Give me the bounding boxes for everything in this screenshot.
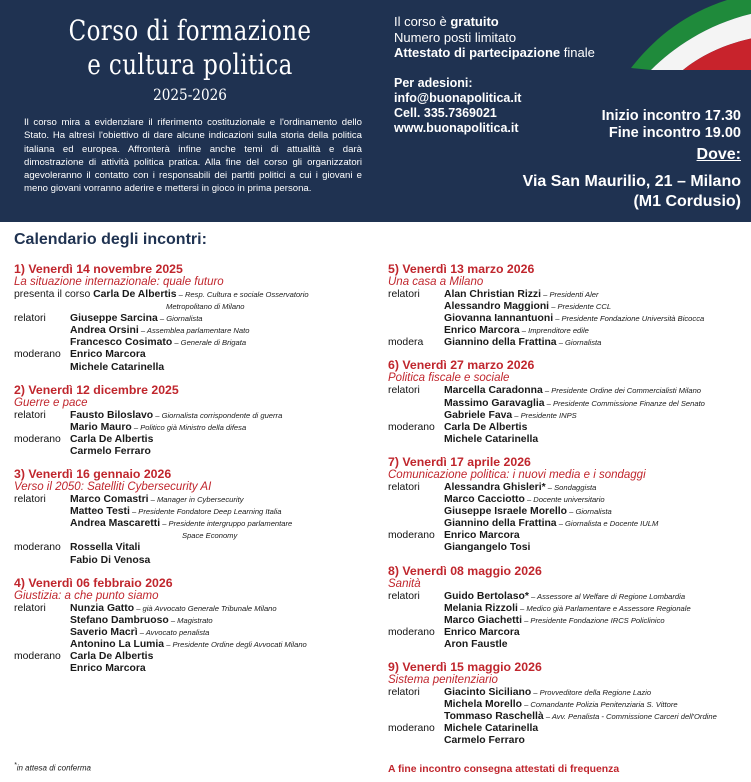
presenter-line-2	[14, 301, 384, 313]
speaker-desc-2: Space Economy	[182, 531, 238, 541]
address-metro: (M1 Cordusio)	[633, 193, 741, 210]
speaker-name: Giacinto Siciliano	[444, 686, 532, 698]
speaker-name: Andrea Orsini	[70, 325, 139, 337]
speaker-name: Stefano Dambruoso	[70, 614, 169, 626]
speaker	[70, 313, 384, 325]
moderator-desc: – Giornalista	[556, 338, 602, 348]
speaker	[70, 506, 384, 518]
contact-website[interactable]: www.buonapolitica.it	[394, 121, 519, 135]
speaker	[70, 627, 384, 639]
speaker-name: Fausto Biloslavo	[70, 409, 154, 421]
speaker	[444, 711, 748, 723]
speaker-name: Francesco Cosimato	[70, 337, 173, 349]
moderator-name: Fabio Di Venosa	[70, 554, 151, 566]
speaker-name: Alan Christian Rizzi	[444, 289, 541, 300]
moderators-list	[70, 349, 384, 373]
speakers-label: relatori	[388, 590, 420, 602]
presenter-name: Carla De Albertis	[93, 289, 177, 300]
speaker-desc: – Politico già Ministro della difesa	[131, 422, 247, 432]
presenter-desc: – Resp. Cultura e sociale Osservatorio	[176, 290, 309, 299]
speaker-desc: – Manager in Cybersecurity	[148, 495, 244, 505]
moderators-label: modera	[388, 337, 424, 349]
speakers-list	[70, 494, 384, 542]
moderator-name: Carmelo Ferraro	[444, 735, 525, 747]
moderators-list	[444, 723, 748, 747]
speakers-label: relatori	[14, 602, 46, 614]
speakers-label: relatori	[14, 313, 46, 325]
title-line-2: e cultura politica	[87, 48, 293, 81]
presenter-line	[14, 289, 384, 301]
moderators-label: moderano	[388, 723, 435, 735]
speakers-label: relatori	[14, 409, 46, 421]
speaker-name: Nunzia Gatto	[70, 602, 135, 614]
speaker	[70, 410, 384, 422]
moderator-name: Rossella Vitali	[70, 542, 141, 554]
event-8	[388, 564, 748, 651]
speaker-desc: – Presidente intergruppo parlamentare	[160, 519, 293, 529]
speakers-row	[388, 289, 748, 337]
event-1	[14, 262, 384, 374]
moderators-list	[70, 542, 384, 566]
speaker-name: Marco Comastri	[70, 494, 149, 506]
speaker-desc: – Presidente Fondatore Deep Learning Italia	[129, 507, 282, 517]
speakers-row	[14, 494, 384, 542]
moderators-row	[14, 542, 384, 566]
speaker-desc: – Giornalista e Docente IULM	[556, 519, 659, 529]
moderator	[444, 530, 748, 542]
event-6	[388, 358, 748, 445]
calendar-column-right	[388, 262, 748, 756]
moderator-name: Giannino della Frattina	[444, 337, 557, 349]
moderators-label: moderano	[388, 421, 435, 433]
speaker-name: Giuseppe Sarcina	[70, 313, 158, 325]
speakers-list	[70, 410, 384, 434]
moderator	[444, 639, 748, 651]
speaker-desc: – Presidente INPS	[512, 410, 577, 420]
speaker	[444, 591, 748, 603]
speaker-name: Melania Rizzoli	[444, 602, 518, 614]
moderator	[444, 735, 748, 747]
speaker-name: Guido Bertolaso*	[444, 590, 529, 602]
speaker	[70, 422, 384, 434]
moderators-row	[14, 651, 384, 675]
moderators-label: moderano	[388, 626, 435, 638]
moderators-row	[388, 337, 748, 349]
speaker-name: Alessandro Maggioni	[444, 301, 550, 313]
meeting-times	[602, 108, 741, 142]
event-5	[388, 262, 748, 349]
speakers-row	[14, 410, 384, 434]
speaker-name: Massimo Garavaglia	[444, 397, 545, 409]
moderators-row	[14, 434, 384, 458]
speaker	[444, 385, 748, 397]
speakers-label: relatori	[388, 481, 420, 493]
event-date: 8) Venerdì 08 maggio 2026	[388, 563, 542, 578]
moderators-list	[444, 422, 748, 446]
header-banner	[0, 0, 751, 222]
speaker-desc: – Provveditore della Regione Lazio	[531, 687, 652, 697]
moderator-name: Carla De Albertis	[444, 421, 528, 433]
speaker-desc: – Imprenditore edile	[519, 326, 589, 336]
speaker	[444, 687, 748, 699]
speaker-desc: – Presidente Ordine degli Avvocati Milano	[164, 639, 307, 649]
start-time: Inizio incontro 17.30	[601, 108, 741, 124]
speaker	[444, 506, 748, 518]
moderator-name: Carla De Albertis	[70, 433, 154, 445]
info-certificate: Attestato di partecipazione	[394, 45, 561, 60]
speaker	[444, 494, 748, 506]
speakers-row	[388, 687, 748, 723]
moderators-row	[388, 530, 748, 554]
speaker-desc: – Avvocato penalista	[137, 627, 210, 637]
info-free-prefix: Il corso è	[394, 14, 451, 29]
speaker	[444, 301, 748, 313]
event-topic: Giustizia: a che punto siamo	[14, 589, 159, 602]
moderator	[70, 651, 384, 663]
speaker-name: Andrea Mascaretti	[70, 518, 161, 530]
moderators-label: moderano	[14, 349, 61, 361]
info-certificate-suffix: finale	[560, 45, 595, 60]
speaker	[444, 482, 748, 494]
speaker	[70, 494, 384, 506]
info-limited: Numero posti limitato	[394, 29, 517, 45]
closing-note: A fine incontro consegna attestati di frequenza	[388, 764, 620, 775]
speakers-label: relatori	[388, 385, 420, 397]
event-date: 5) Venerdì 13 marzo 2026	[388, 262, 535, 276]
moderators-list	[444, 530, 748, 554]
calendar-column-left	[14, 262, 384, 684]
moderator	[444, 723, 748, 735]
moderator-name: Carmelo Ferraro	[70, 445, 151, 457]
event-date: 6) Venerdì 27 marzo 2026	[388, 358, 535, 373]
moderator	[70, 663, 384, 675]
speaker-name: Giuseppe Israele Morello	[444, 506, 567, 518]
speaker-desc: – Presidente Ordine dei Commercialisti Milano	[542, 386, 702, 396]
speaker	[444, 518, 748, 530]
speaker	[444, 398, 748, 410]
speaker-desc: – Magistrato	[168, 615, 213, 625]
speaker-name: Tommaso Raschellà	[444, 711, 544, 723]
speaker-name: Marcella Caradonna	[444, 385, 543, 397]
speaker	[70, 518, 384, 530]
speaker-desc: – Presidenti Aler	[541, 290, 599, 299]
speaker	[70, 615, 384, 627]
speaker-desc: – già Avvocato Generale Tribunale Milano	[134, 603, 277, 613]
speaker	[444, 410, 748, 422]
speaker-name: Antonino La Lumia	[70, 638, 165, 650]
event-2	[14, 383, 384, 458]
speaker	[444, 289, 748, 301]
moderators-list	[70, 434, 384, 458]
course-intro: Il corso mira a evidenziare il riferimento costituzionale e l'ordinamento dello Stato. Ha altresì l'obiettivo di dare alcune indicazioni sulla storia della politica italiana ed europea. Affronterà infine anche temi di attualità e darà dimostrazione di attività politica pratica. Alla fine del corso gli organizzatori agevoleranno il contatto con i responsabili dei partiti politici a cui i giovani e meno giovani vorranno aderire e mettersi in gioco in prima persona.	[24, 117, 362, 195]
speaker-desc: – Docente universitario	[524, 495, 605, 505]
info-free: gratuito	[450, 14, 499, 29]
moderator	[70, 349, 384, 361]
course-title	[40, 14, 340, 106]
presenter-desc-2: Metropolitano di Milano	[166, 302, 245, 312]
speakers-label: relatori	[14, 494, 46, 506]
moderator	[70, 555, 384, 567]
moderator	[444, 434, 748, 446]
moderator	[444, 422, 748, 434]
speaker	[70, 325, 384, 337]
moderator-name: Carla De Albertis	[70, 650, 154, 662]
moderator	[70, 434, 384, 446]
speaker-desc: – Assemblea parlamentare Nato	[138, 326, 250, 336]
event-3	[14, 467, 384, 567]
event-topic: Politica fiscale e sociale	[388, 372, 510, 385]
event-date: 7) Venerdì 17 aprile 2026	[388, 454, 531, 469]
speaker-desc: – Medico già Parlamentare e Assessore Regionale	[517, 603, 691, 613]
speaker	[444, 325, 748, 337]
moderator-name: Michele Catarinella	[444, 723, 539, 735]
course-years: 2025-2026	[153, 85, 227, 104]
speaker-name: Marco Giachetti	[444, 614, 522, 626]
end-time: Fine incontro 19.00	[608, 125, 741, 141]
speakers-list	[444, 482, 748, 530]
calendar-title: Calendario degli incontri:	[14, 231, 207, 248]
event-topic: Una casa a Milano	[388, 276, 484, 288]
contacts-title: Per adesioni:	[394, 76, 473, 90]
contacts	[394, 76, 521, 136]
venue-address	[523, 172, 741, 212]
speaker-name: Giovanna Iannantuoni	[444, 313, 554, 325]
event-date: 2) Venerdì 12 dicembre 2025	[14, 382, 179, 397]
speakers-row	[388, 385, 748, 421]
moderators-row	[14, 349, 384, 373]
footnote-mark: *	[14, 762, 17, 769]
speaker	[444, 699, 748, 711]
speaker-desc: – Avv. Penalista - Commissione Carceri dell'Ordine	[543, 712, 717, 722]
speaker-desc: – Sondaggista	[545, 482, 597, 492]
speaker	[444, 313, 748, 325]
event-topic: La situazione internazionale: quale futuro	[14, 276, 224, 288]
speakers-list	[70, 603, 384, 651]
speaker	[444, 615, 748, 627]
moderator	[70, 446, 384, 458]
event-date: 4) Venerdì 06 febbraio 2026	[14, 575, 173, 590]
footnote	[14, 762, 91, 773]
speaker	[70, 603, 384, 615]
presenter-label: presenta il corso	[14, 289, 91, 300]
speakers-list	[444, 289, 748, 337]
moderators-label: moderano	[14, 542, 61, 554]
event-date: 1) Venerdì 14 novembre 2025	[14, 262, 183, 276]
moderators-label: moderano	[388, 530, 435, 542]
moderator	[70, 542, 384, 554]
speaker-name: Marco Cacciotto	[444, 494, 525, 506]
moderator-name: Enrico Marcora	[70, 349, 146, 361]
moderators-row	[388, 627, 748, 651]
event-topic: Comunicazione politica: i nuovi media e i sondaggi	[388, 468, 646, 481]
moderator-name: Enrico Marcora	[444, 626, 520, 638]
speakers-row	[388, 482, 748, 530]
moderators-list	[444, 337, 748, 349]
moderator-name: Michele Catarinella	[444, 433, 539, 445]
speakers-list	[444, 385, 748, 421]
speaker-name: Giannino della Frattina	[444, 518, 557, 530]
event-topic: Verso il 2050: Satelliti Cybersecurity AI	[14, 481, 212, 494]
moderators-list	[444, 627, 748, 651]
speaker-desc: – Presidente Commissione Finanze del Senato	[544, 398, 705, 408]
footnote-text: in attesa di conferma	[16, 763, 91, 773]
event-9	[388, 660, 748, 747]
contact-phone[interactable]: Cell. 335.7369021	[394, 106, 497, 120]
event-4	[14, 576, 384, 676]
where-label: Dove:	[696, 146, 741, 163]
speaker-desc: – Giornalista	[157, 314, 203, 324]
speaker-name: Enrico Marcora	[444, 325, 520, 337]
moderator	[70, 362, 384, 374]
speaker-desc: – Presidente Fondazione Università Bicocca	[553, 314, 705, 324]
speakers-row	[14, 313, 384, 349]
speaker	[70, 639, 384, 651]
moderators-label: moderano	[14, 433, 61, 445]
course-info	[394, 14, 595, 61]
speakers-label: relatori	[388, 686, 420, 698]
speaker-desc: – Assessore al Welfare di Regione Lombardia	[528, 591, 686, 601]
speaker-name: Mario Mauro	[70, 421, 132, 433]
moderator-name: Enrico Marcora	[70, 663, 146, 675]
moderators-row	[388, 422, 748, 446]
speaker-desc: – Giornalista corrispondente di guerra	[153, 410, 283, 420]
moderators-list	[70, 651, 384, 675]
speakers-list	[444, 687, 748, 723]
event-topic: Sanità	[388, 577, 421, 590]
address-street: Via San Maurilio, 21 – Milano	[522, 173, 741, 190]
speaker-name: Michela Morello	[444, 699, 522, 711]
speakers-label: relatori	[388, 289, 420, 300]
speaker-desc: – Presidente Fondazione IRCS Policlinico	[521, 615, 665, 625]
event-date: 9) Venerdì 15 maggio 2026	[388, 659, 542, 674]
event-topic: Guerre e pace	[14, 396, 88, 409]
moderator-name: Michele Catarinella	[70, 361, 165, 373]
speaker-desc: – Comandante Polizia Penitenziaria S. Vittore	[521, 700, 678, 710]
speaker-desc: – Presidente CCL	[549, 302, 612, 312]
speaker-desc: – Giornalista	[567, 507, 612, 517]
moderator	[444, 337, 748, 349]
moderator-name: Aron Faustle	[444, 638, 508, 650]
moderator	[444, 627, 748, 639]
event-topic: Sistema penitenziario	[388, 673, 498, 686]
speaker-name: Matteo Testi	[70, 506, 130, 518]
speaker	[70, 337, 384, 349]
moderator	[444, 542, 748, 554]
speakers-row	[388, 591, 748, 627]
moderators-row	[388, 723, 748, 747]
event-date: 3) Venerdì 16 gennaio 2026	[14, 467, 172, 482]
moderators-label: moderano	[14, 650, 61, 662]
title-line-1: Corso di formazione	[68, 14, 312, 47]
speaker-desc: – Generale di Brigata	[172, 338, 247, 348]
speakers-list	[70, 313, 384, 349]
speakers-row	[14, 603, 384, 651]
speakers-list	[444, 591, 748, 627]
speaker	[444, 603, 748, 615]
event-7	[388, 455, 748, 555]
speaker-name: Saverio Macrì	[70, 626, 138, 638]
italian-flag-icon	[621, 0, 751, 70]
speaker-name: Alessandra Ghisleri*	[444, 481, 546, 493]
moderator-name: Giangangelo Tosi	[444, 542, 531, 554]
moderator-name: Enrico Marcora	[444, 530, 520, 542]
speaker-name: Gabriele Fava	[444, 409, 513, 421]
contact-email[interactable]: info@buonapolitica.it	[394, 91, 522, 105]
